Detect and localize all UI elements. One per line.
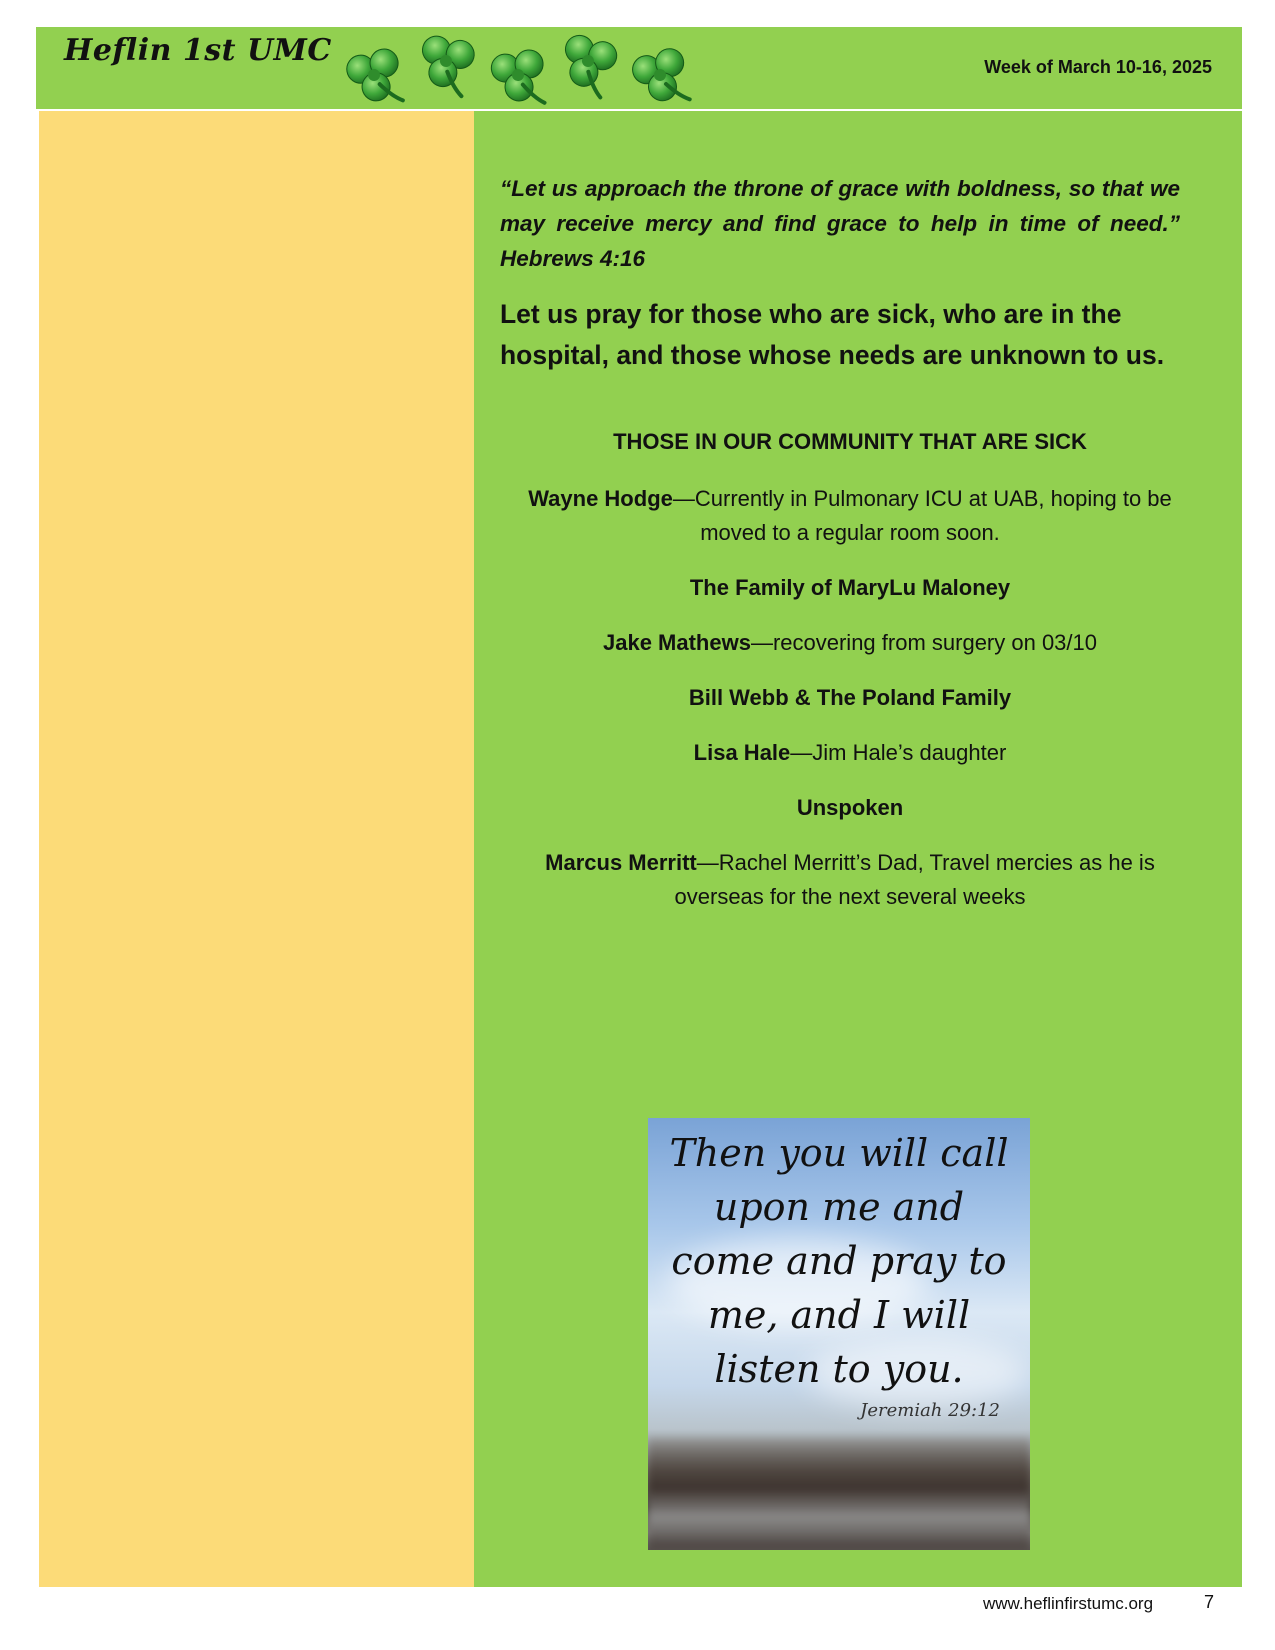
prayer-item-note: —Currently in Pulmonary ICU at UAB, hoping to be moved to a regular room soon. [672, 486, 1172, 545]
left-column [39, 111, 474, 1587]
prayer-list-heading: THOSE IN OUR COMMUNITY THAT ARE SICK [613, 429, 1087, 454]
prayer-item-note: —Rachel Merritt’s Dad, Travel mercies as he is overseas for the next several weeks [674, 850, 1155, 909]
city-skyline-blur [648, 1438, 1030, 1550]
prayer-intro: Let us pray for those who are sick, who are in the hospital, and those whose needs are unknown to us. [500, 299, 1165, 370]
prayer-item-name: Unspoken [796, 795, 904, 820]
prayer-item [500, 791, 1200, 825]
shamrock-icon [413, 31, 477, 97]
prayer-item-name: Marcus Merritt [545, 850, 697, 875]
prayer-item-name: Lisa Hale [693, 740, 791, 765]
footer-url: www.heflinfirstumc.org [983, 1594, 1154, 1613]
prayer-item-note: —recovering from surgery on 03/10 [750, 630, 1098, 655]
prayer-item-name: Wayne Hodge [528, 486, 673, 511]
prayer-item [500, 736, 1200, 770]
prayer-item [500, 482, 1200, 550]
prayer-item [500, 626, 1200, 660]
right-column [474, 111, 1242, 1587]
poster-verse-text: Then you will call upon me and come and pray to me, and I will listen to you. [669, 1131, 1009, 1391]
prayer-item [500, 681, 1200, 715]
shamrock-icon [344, 47, 405, 109]
shamrock-icons [334, 27, 734, 109]
week-label: Week of March 10-16, 2025 [984, 57, 1212, 77]
page-number: 7 [1204, 1592, 1215, 1612]
scripture-poster-image [648, 1118, 1030, 1550]
prayer-item-name: Jake Mathews [602, 630, 751, 655]
poster-reference: Jeremiah 29:12 [860, 1400, 1000, 1421]
prayer-item [500, 571, 1200, 605]
page-header [36, 27, 1242, 111]
shamrock-icon [553, 30, 620, 99]
prayer-item-name: The Family of MaryLu Maloney [689, 575, 1011, 600]
scripture-verse: “Let us approach the throne of grace with boldness, so that we may receive mercy and find grace to help in time of need.” Hebrews 4:16 [500, 176, 1180, 271]
church-name: Heflin 1st UMC [64, 33, 332, 68]
shamrock-icon [490, 49, 547, 107]
prayer-list [500, 427, 1200, 935]
shamrock-icon [630, 46, 692, 109]
prayer-item-note: —Jim Hale’s daughter [790, 740, 1007, 765]
prayer-item-name: Bill Webb & The Poland Family [688, 685, 1012, 710]
prayer-item [500, 846, 1200, 914]
